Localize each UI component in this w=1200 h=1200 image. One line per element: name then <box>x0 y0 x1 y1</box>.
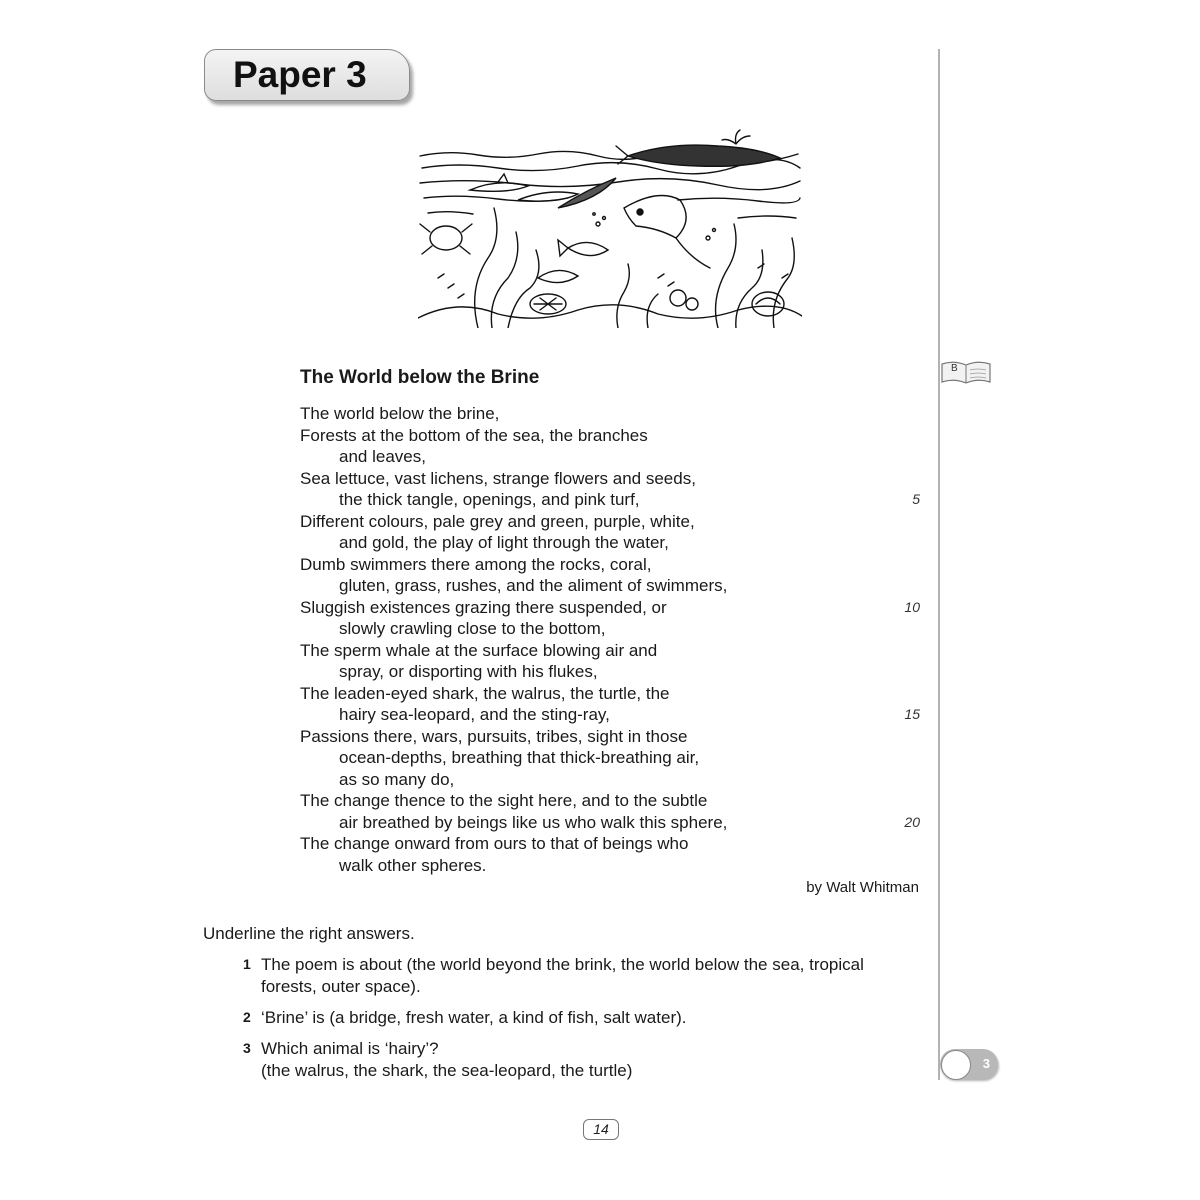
poem-line: gluten, grass, rushes, and the aliment of swimmers, <box>339 576 728 595</box>
paper-tab <box>204 49 410 101</box>
marks-tab <box>940 1049 998 1079</box>
poem-line: Different colours, pale grey and green, purple, white, <box>300 511 695 531</box>
question-text: The poem is about (the world beyond the brink, the world below the sea, tropical forests, outer space). <box>261 955 864 996</box>
poem-line: slowly crawling close to the bottom, <box>339 619 606 638</box>
book-letter: B <box>951 363 958 374</box>
marks-value: 3 <box>982 1056 990 1071</box>
poem-line: and leaves, <box>339 447 426 466</box>
question-text: ‘Brine’ is (a bridge, fresh water, a kind of fish, salt water). <box>261 1008 687 1027</box>
poem-title: The World below the Brine <box>300 367 540 388</box>
poem-line: The world below the brine, <box>300 404 500 423</box>
question-2 <box>243 1007 923 1029</box>
question-number: 2 <box>243 1009 251 1025</box>
line-number: 5 <box>912 491 920 507</box>
page-number: 14 <box>583 1119 619 1140</box>
poem-line: Sea lettuce, vast lichens, strange flowers and seeds, <box>300 468 696 488</box>
poem-line: The change onward from ours to that of beings who <box>300 834 689 853</box>
line-number: 20 <box>904 813 920 830</box>
book-icon <box>940 360 992 386</box>
instruction-text: Underline the right answers. <box>203 924 415 943</box>
poem-line: Forests at the bottom of the sea, the branches <box>300 425 648 445</box>
poem-line: and gold, the play of light through the water, <box>339 533 669 552</box>
poem-line: The change thence to the sight here, and to the subtle <box>300 791 708 810</box>
poem-line: Passions there, wars, pursuits, tribes, sight in those <box>300 726 688 746</box>
line-number: 15 <box>904 706 920 722</box>
poem-line: The sperm whale at the surface blowing air and <box>300 640 658 660</box>
underwater-illustration <box>418 128 802 328</box>
poem-line: Sluggish existences grazing there suspended, or 10 <box>300 597 920 617</box>
question-number: 1 <box>243 956 251 972</box>
poem-line: the thick tangle, openings, and pink turf, 5 <box>339 490 920 509</box>
question-1 <box>243 954 923 997</box>
poem-author: by Walt Whitman <box>806 879 919 896</box>
poem-line: hairy sea-leopard, and the sting-ray, 15 <box>339 705 920 724</box>
paper-title: Paper 3 <box>233 54 367 95</box>
marks-answer-circle <box>941 1050 971 1080</box>
question-number: 3 <box>243 1040 251 1056</box>
question-3 <box>243 1038 923 1081</box>
margin-rule <box>938 49 940 1080</box>
line-number: 10 <box>904 598 920 615</box>
poem-line: spray, or disporting with his flukes, <box>339 662 598 681</box>
poem-line: air breathed by beings like us who walk this sphere, 20 <box>339 812 920 832</box>
poem-line: The leaden-eyed shark, the walrus, the turtle, the <box>300 683 670 703</box>
poem-line: walk other spheres. <box>339 855 487 875</box>
poem-body <box>300 403 920 876</box>
poem-line: ocean-depths, breathing that thick-breathing air, <box>339 748 700 767</box>
question-text: Which animal is ‘hairy’? (the walrus, the shark, the sea-leopard, the turtle) <box>261 1039 633 1080</box>
poem-line: Dumb swimmers there among the rocks, coral, <box>300 554 652 574</box>
poem-line: as so many do, <box>339 769 455 789</box>
